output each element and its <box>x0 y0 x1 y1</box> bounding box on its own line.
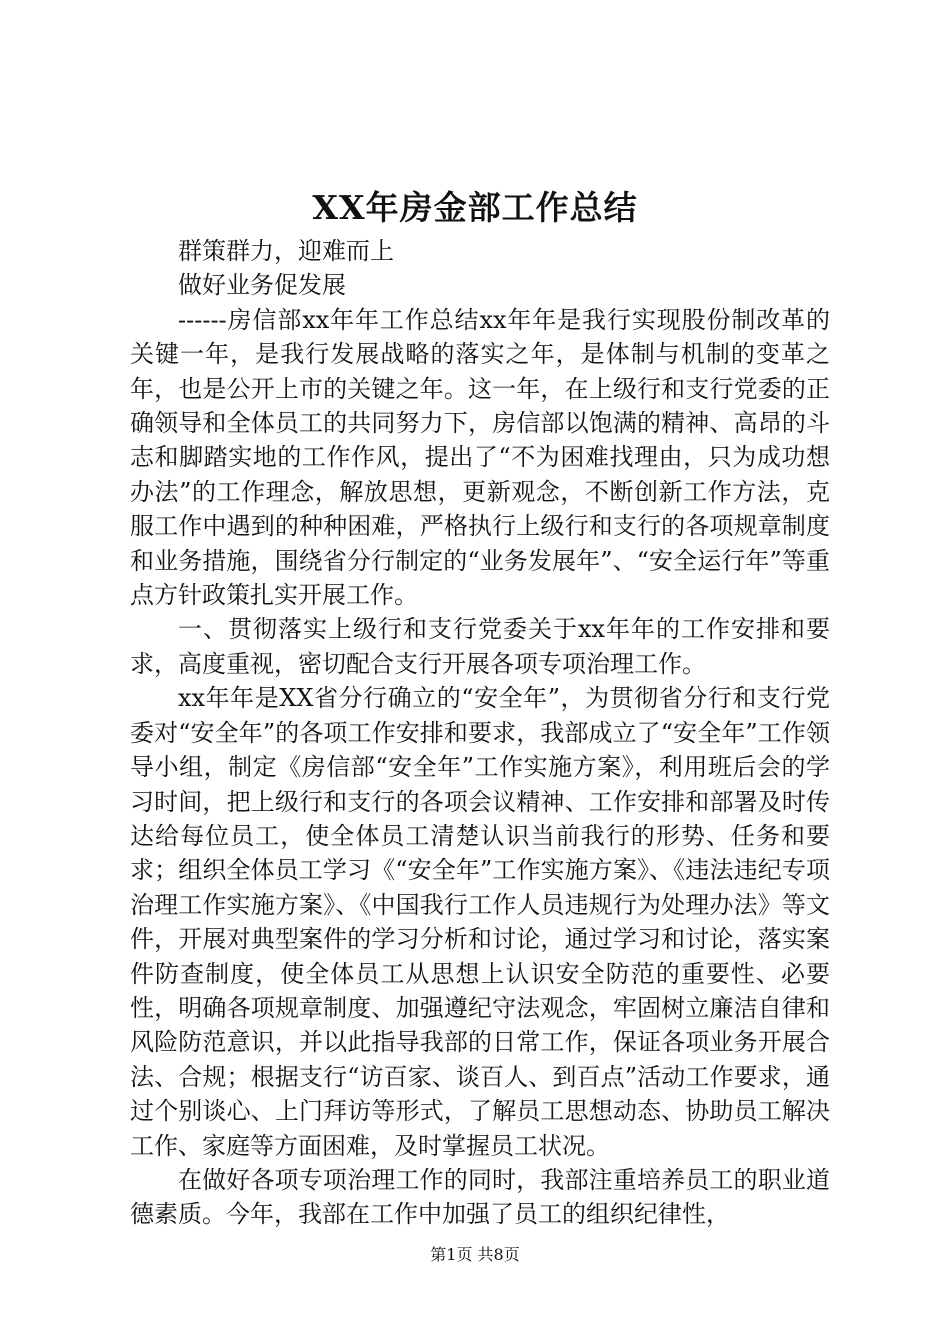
paragraph: 一、贯彻落实上级行和支行党委关于xx年年的工作安排和要求，高度重视，密切配合支行开展各项专项治理工作。 <box>130 615 830 678</box>
page-footer: 第1页 共8页 <box>430 1245 520 1264</box>
paragraph: 做好业务促发展 <box>178 271 346 300</box>
document-title: XX年房金部工作总结 <box>312 188 638 227</box>
paragraph: xx年年是XX省分行确立的“安全年”，为贯彻省分行和支行党委对“安全年”的各项工作安排和要求，我部成立了“安全年”工作领导小组，制定《房信部“安全年”工作实施方案》，利用班后会的学习时间，把上级行和支行的各项会议精神、工作安排和部署及时传达给每位员工，使全体员工清楚认识当前我行的形势、任务和要求；组织全体员工学习《“安全年”工作实施方案》、《违法违纪专项治理工作实施方案》、《中国我行工作人员违规行为处理办法》等文件，开展对典型案件的学习分析和讨论，通过学习和讨论，落实案件防查制度，使全体员工从思想上认识安全防范的重要性、必要性，明确各项规章制度、加强遵纪守法观念，牢固树立廉洁自律和风险防范意识，并以此指导我部的日常工作，保证各项业务开展合法、合规；根据支行“访百家、谈百人、到百点”活动工作要求，通过个别谈心、上门拜访等形式，了解员工思想动态、协助员工解决工作、家庭等方面困难，及时掌握员工状况。 <box>130 684 830 1160</box>
document-body <box>130 234 830 1232</box>
paragraph: ------房信部xx年年工作总结xx年年是我行实现股份制改革的关键一年，是我行发展战略的落实之年，是体制与机制的变革之年，也是公开上市的关键之年。这一年，在上级行和支行党委的正确领导和全体员工的共同努力下，房信部以饱满的精神、高昂的斗志和脚踏实地的工作作风，提出了“不为困难找理由，只为成功想办法”的工作理念，解放思想，更新观念，不断创新工作方法，克服工作中遇到的种种困难，严格执行上级行和支行的各项规章制度和业务措施，围绕省分行制定的“业务发展年”、“安全运行年”等重点方针政策扎实开展工作。 <box>130 305 830 610</box>
paragraph: 在做好各项专项治理工作的同时，我部注重培养员工的职业道德素质。今年，我部在工作中加强了员工的组织纪律性， <box>130 1165 830 1229</box>
paragraph: 群策群力，迎难而上 <box>178 237 394 265</box>
